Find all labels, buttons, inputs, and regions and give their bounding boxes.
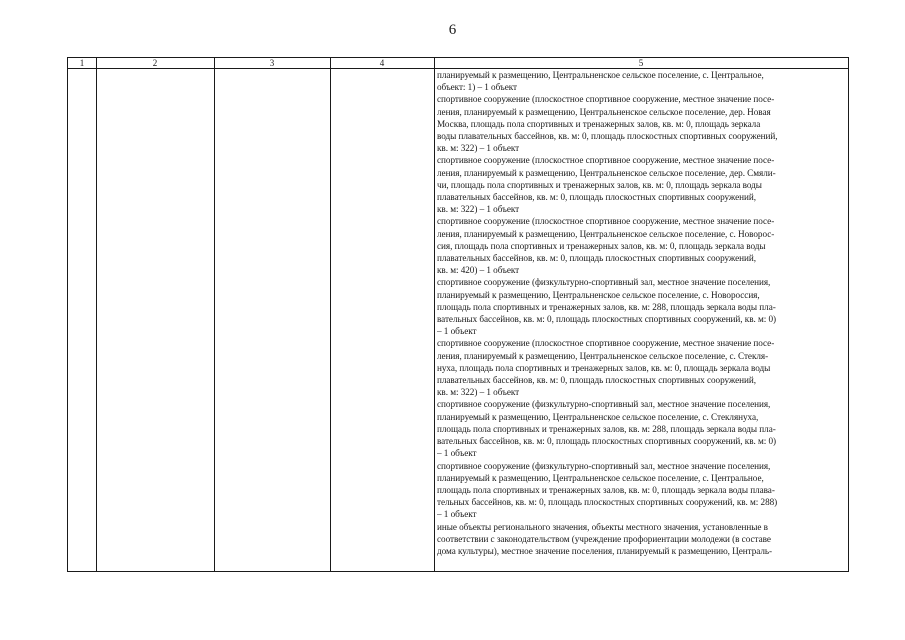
text-line: ления, планируемый к размещению, Центральненское сельское поселение, с. Стекля- [437, 350, 769, 361]
header-cell-1: 1 [79, 58, 85, 68]
text-line: – 1 объект [437, 326, 477, 337]
column-divider [214, 58, 215, 571]
text-line: планируемый к размещению, Центральненское сельское поселение, с. Центральное, [437, 70, 764, 80]
text-line: объект: 1) – 1 объект [437, 82, 517, 93]
text-line: вательных бассейнов, кв. м: 0, площадь плоскостных спортивных сооружений, кв. м: 0) [437, 436, 777, 447]
text-line: планируемый к размещению, Центральненское сельское поселение, с. Стеклянуха, [437, 411, 759, 422]
text-line: кв. м: 322) – 1 объект [437, 204, 520, 215]
text-line: кв. м: 322) – 1 объект [437, 143, 520, 154]
text-line: нуха, площадь пола спортивных и тренажерных залов, кв. м: 0, площадь зеркала воды [437, 362, 771, 373]
text-line: плавательных бассейнов, кв. м: 0, площадь плоскостных спортивных сооружений, [437, 375, 756, 386]
text-line: ления, планируемый к размещению, Центральненское сельское поселение, с. Новорос- [437, 228, 775, 239]
text-line: кв. м: 420) – 1 объект [437, 265, 520, 276]
column-divider [434, 58, 435, 571]
text-line: планируемый к размещению, Центральненское сельское поселение, с. Центральное, [437, 472, 764, 483]
text-line: тельных бассейнов, кв. м: 0, площадь плоскостных спортивных сооружений, кв. м: 288) [437, 497, 778, 508]
column-divider [330, 58, 331, 571]
text-line: площадь пола спортивных и тренажерных залов, кв. м: 288, площадь зеркала воды пла- [437, 423, 776, 434]
text-line: соответствии с законодательством (учреждение профориентации молодежи (в составе [437, 533, 771, 544]
header-cell-4: 4 [379, 58, 385, 68]
column-5-text [437, 69, 845, 557]
text-line: сия, площадь пола спортивных и тренажерных залов, кв. м: 0, площадь зеркала воды [437, 240, 766, 251]
text-line: дома культуры), местное значение поселения, планируемый к размещению, Централь- [437, 545, 773, 556]
text-line: спортивное сооружение (плоскостное спортивное сооружение, местное значение посе- [437, 155, 775, 166]
text-line: спортивное сооружение (физкультурно-спортивный зал, местное значение поселения, [437, 277, 771, 288]
table-header-row [68, 58, 848, 69]
text-line: планируемый к размещению, Центральненское сельское поселение, с. Новороссия, [437, 289, 760, 300]
text-line: чи, площадь пола спортивных и тренажерных залов, кв. м: 0, площадь зеркала воды [437, 179, 762, 190]
text-line: площадь пола спортивных и тренажерных залов, кв. м: 0, площадь зеркала воды плава- [437, 484, 775, 495]
text-line: вательных бассейнов, кв. м: 0, площадь плоскостных спортивных сооружений, кв. м: 0) [437, 314, 777, 325]
header-cell-5: 5 [638, 58, 644, 68]
document-table [67, 57, 849, 572]
text-line: ления, планируемый к размещению, Центральненское сельское поселение, дер. Смяли- [437, 167, 776, 178]
text-line: – 1 объект [437, 509, 477, 520]
text-line: плавательных бассейнов, кв. м: 0, площадь плоскостных спортивных сооружений, [437, 253, 756, 264]
text-line: спортивное сооружение (физкультурно-спортивный зал, местное значение поселения, [437, 399, 771, 410]
text-line: ления, планируемый к размещению, Центральненское сельское поселение, дер. Новая [437, 106, 771, 117]
header-cell-2: 2 [152, 58, 158, 68]
header-cell-3: 3 [269, 58, 275, 68]
text-line: спортивное сооружение (плоскостное спортивное сооружение, местное значение посе- [437, 216, 775, 227]
column-divider [96, 58, 97, 571]
text-line: воды плавательных бассейнов, кв. м: 0, площадь плоскостных спортивных сооружений, [437, 131, 778, 142]
text-line: иные объекты регионального значения, объекты местного значения, установленные в [437, 521, 768, 532]
text-line: кв. м: 322) – 1 объект [437, 387, 520, 398]
text-line: спортивное сооружение (плоскостное спортивное сооружение, местное значение посе- [437, 338, 775, 349]
text-line: спортивное сооружение (плоскостное спортивное сооружение, местное значение посе- [437, 94, 775, 105]
text-line: спортивное сооружение (физкультурно-спортивный зал, местное значение поселения, [437, 460, 771, 471]
text-line: площадь пола спортивных и тренажерных залов, кв. м: 288, площадь зеркала воды пла- [437, 301, 776, 312]
text-line: Москва, площадь пола спортивных и тренажерных залов, кв. м: 0, площадь зеркала [437, 118, 761, 129]
text-line: – 1 объект [437, 448, 477, 459]
text-line: плавательных бассейнов, кв. м: 0, площадь плоскостных спортивных сооружений, [437, 192, 756, 203]
page-number: 6 [448, 22, 457, 38]
